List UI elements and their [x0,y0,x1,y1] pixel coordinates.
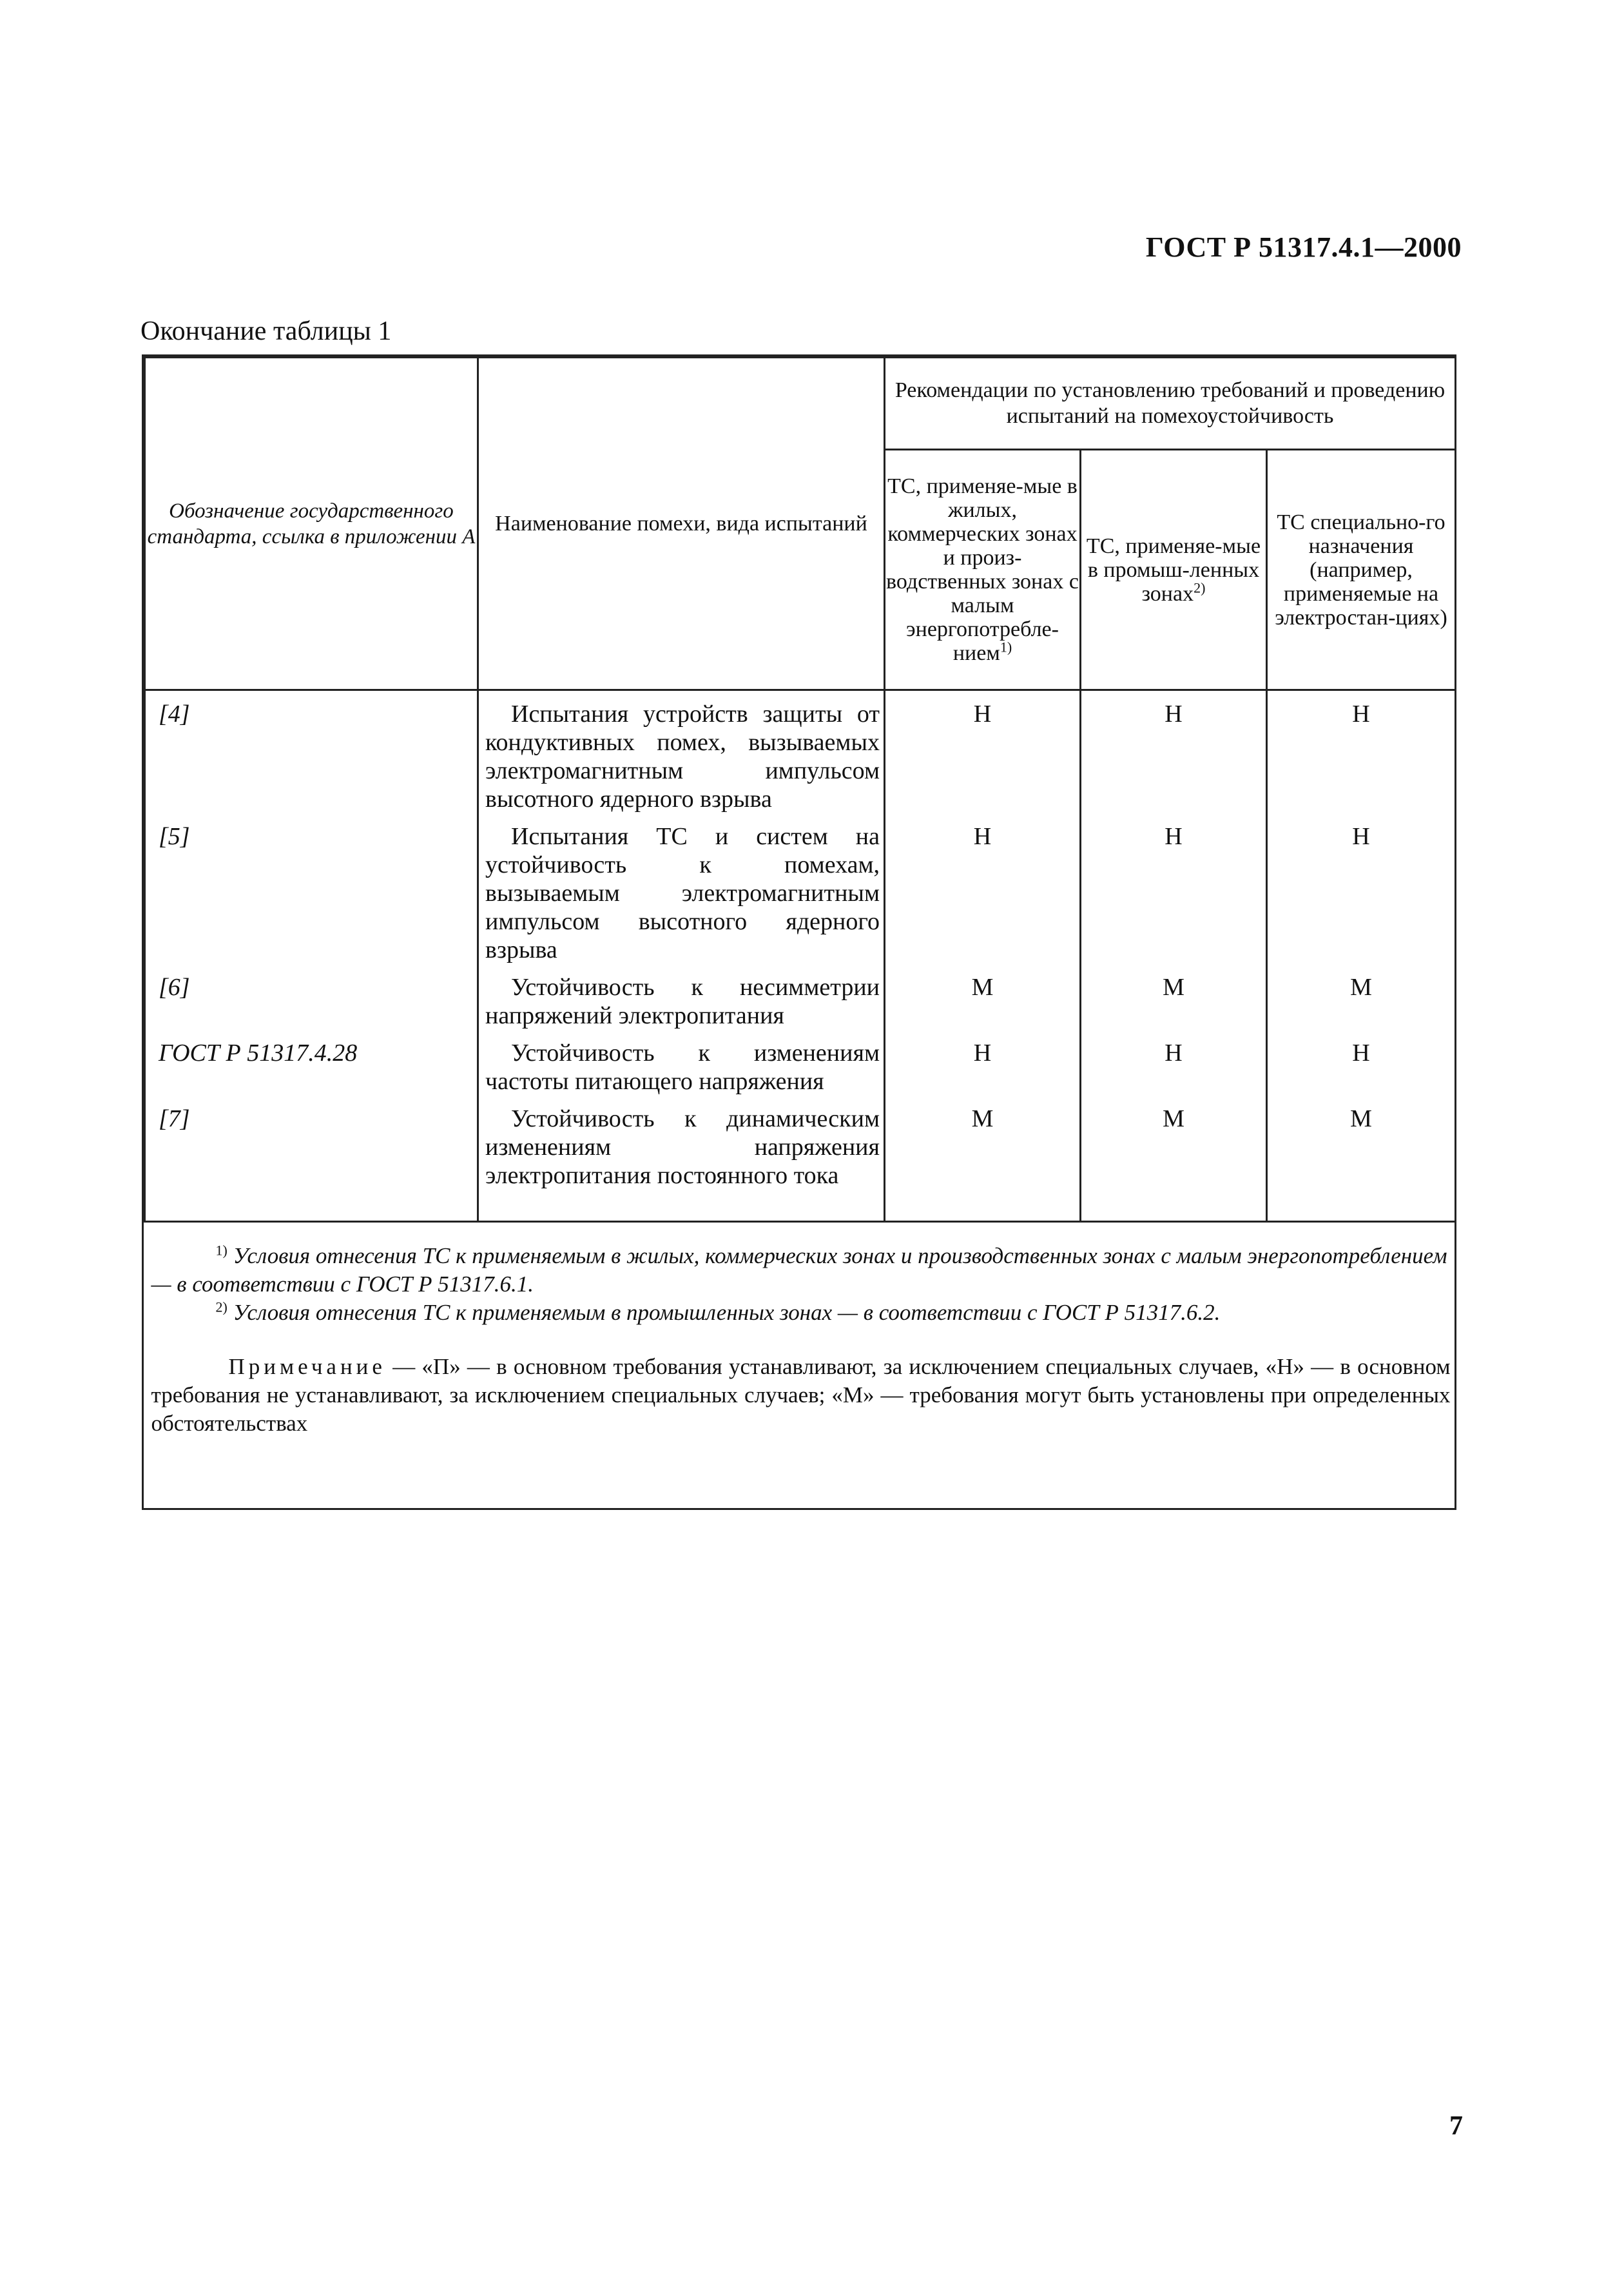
row-designation: [4] [145,690,478,814]
header-residential-commercial [885,450,1081,690]
header-residential-commercial-text: ТС, применяе-мые в жилых, коммерческих зонах и произ-водственных зонах с малым энергопотребле-нием [886,474,1079,665]
requirements-table [144,356,1456,1453]
table-row-spacer [145,1190,1456,1222]
row-value-residential: Н [885,813,1081,964]
row-value-residential: М [885,1096,1081,1190]
header-special-purpose: ТС специально-го назначения (например, применяемые на электростан-циях) [1267,450,1456,690]
row-interference-name: Устойчивость к несимметрии напряжений электропитания [478,964,885,1030]
row-designation: ГОСТ Р 51317.4.28 [145,1030,478,1096]
row-value-special: М [1267,964,1456,1030]
page-number: 7 [1449,2111,1463,2141]
row-interference-name: Устойчивость к изменениям частоты питающего напряжения [478,1030,885,1096]
table-row [145,1030,1456,1096]
footnote-2-text: Условия отнесения ТС к применяемым в промышленных зонах — в соответствии с ГОСТ Р 51317.6.2. [233,1300,1221,1325]
footnote-1-text: Условия отнесения ТС к применяемым в жилых, коммерческих зонах и производственных зонах с малым энергопотреблением — в соответствии с ГОСТ Р 51317.6.1. [151,1243,1447,1297]
row-designation: [5] [145,813,478,964]
row-value-industrial: М [1081,1096,1267,1190]
footnote-ref-2: 2) [1194,579,1206,596]
table-row [145,690,1456,814]
row-value-residential: Н [885,690,1081,814]
note-label: Примечание [228,1354,386,1379]
row-value-industrial: Н [1081,690,1267,814]
header-recommendations: Рекомендации по установлению требований и проведению испытаний на помехоустойчивость [885,358,1456,450]
footnote-ref-1: 1) [1000,639,1012,655]
header-designation: Обозначение государственного стандарта, ссылка в приложении А [145,358,478,690]
row-interference-name: Устойчивость к динамическим изменениям напряжения электропитания постоянного тока [478,1096,885,1190]
row-interference-name: Испытания ТС и систем на устойчивость к помехам, вызываемым электромагнитным импульсом высотного ядерного взрыва [478,813,885,964]
footer-notes-cell [145,1222,1456,1454]
row-value-industrial: М [1081,964,1267,1030]
footnote-1 [151,1242,1451,1299]
row-value-special: Н [1267,813,1456,964]
footnote-2-mark: 2) [215,1299,227,1315]
note-text: — «П» — в основном требования устанавливают, за исключением специальных случаев, «Н» — в основном требования не устанавливают, за исключением специальных случаев; «М» — требования могут быть установлены при определенных обстоятельствах [151,1354,1451,1436]
header-industrial-text: ТС, применяе-мые в промыш-ленных зонах [1086,534,1261,606]
table-row [145,1096,1456,1190]
table-row [145,964,1456,1030]
table-footer [145,1222,1456,1454]
row-value-residential: М [885,964,1081,1030]
row-value-special: М [1267,1096,1456,1190]
row-value-residential: Н [885,1030,1081,1096]
header-industrial [1081,450,1267,690]
row-interference-name: Испытания устройств защиты от кондуктивных помех, вызываемых электромагнитным импульсом высотного ядерного взрыва [478,690,885,814]
row-value-special: Н [1267,690,1456,814]
table-caption: Окончание таблицы 1 [140,316,392,346]
header-interference-name: Наименование помехи, вида испытаний [478,358,885,690]
table-row [145,813,1456,964]
row-value-industrial: Н [1081,1030,1267,1096]
footnote-2 [151,1299,1451,1327]
row-value-industrial: Н [1081,813,1267,964]
footnote-1-mark: 1) [215,1242,227,1259]
document-id: ГОСТ Р 51317.4.1—2000 [1145,231,1462,263]
table-container [142,354,1456,1510]
row-value-special: Н [1267,1030,1456,1096]
row-designation: [7] [145,1096,478,1190]
table-note [151,1353,1451,1438]
row-designation: [6] [145,964,478,1030]
